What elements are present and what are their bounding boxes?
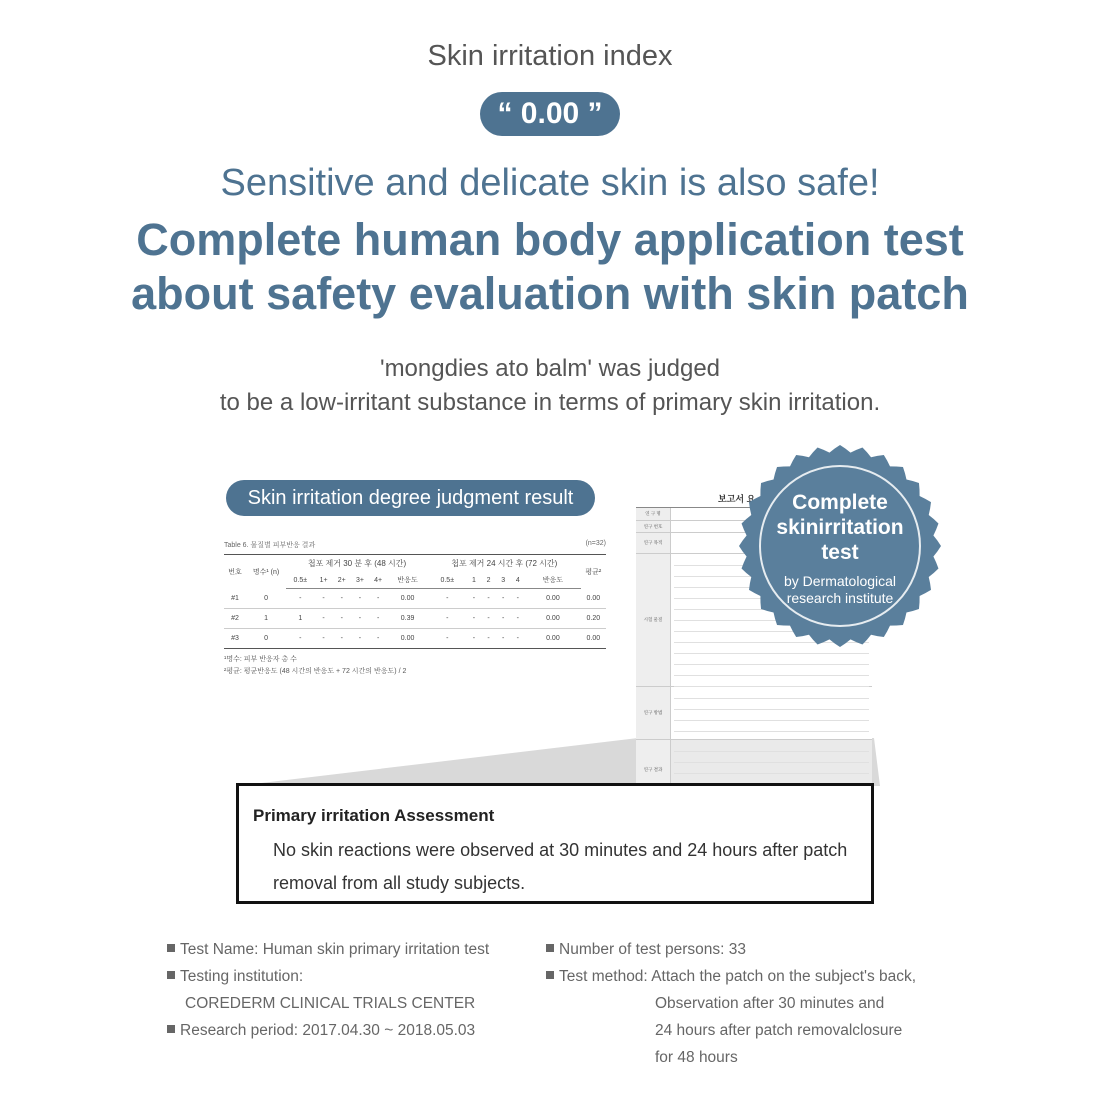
grade-header: 0.5± <box>286 572 314 589</box>
index-label: Skin irritation index <box>427 40 673 72</box>
info-text: Number of test persons: 33 <box>559 941 746 958</box>
grade-header: 2+ <box>333 572 351 589</box>
report-label: 연구 방법 <box>636 687 671 739</box>
table-cell: 0.20 <box>586 615 601 622</box>
intro-text <box>0 352 1100 420</box>
table-cell: - <box>487 615 490 622</box>
info-method-cont: for 48 hours <box>655 1049 738 1066</box>
intro-line-2: to be a low-irritant substance in terms of primary skin irritation. <box>219 389 881 416</box>
table-cell: 0.00 <box>400 595 415 602</box>
bullet-icon <box>167 971 175 979</box>
table-cell: - <box>487 635 490 642</box>
table-cell: - <box>472 595 476 602</box>
table-cell: - <box>446 615 449 622</box>
report-label: 연구 번호 <box>636 521 671 532</box>
seal-title-line: skinirritation <box>776 516 904 539</box>
table-cell: - <box>516 615 520 622</box>
col-mean-header: 평균² <box>585 568 602 576</box>
table-cell: - <box>516 635 520 642</box>
info-item-institution <box>167 963 537 990</box>
table-cell: 0.00 <box>546 635 560 642</box>
table-cell: - <box>446 635 449 642</box>
grade-header: 2 <box>481 572 496 589</box>
table-cell: - <box>502 615 505 622</box>
assessment-title: Primary irritation Assessment <box>253 806 495 825</box>
info-item-persons <box>546 936 966 963</box>
assessment-body <box>273 834 863 900</box>
table-row <box>224 609 606 629</box>
grade-header: 반응도 <box>387 572 428 589</box>
seal-title-line: test <box>821 541 859 564</box>
table-cell: - <box>472 615 476 622</box>
table-cell: 1 <box>298 615 303 622</box>
assessment-line: removal from all study subjects. <box>273 873 526 893</box>
bullet-icon <box>167 944 175 952</box>
col-persons-header: 명수¹ (n) <box>252 568 280 576</box>
table-cell: - <box>376 615 380 622</box>
info-item-test-name <box>167 936 537 963</box>
grade-header: 1 <box>467 572 482 589</box>
grade-header: 4+ <box>369 572 387 589</box>
seal-title <box>748 490 932 565</box>
headline <box>0 213 1100 321</box>
info-text: Test method: Attach the patch on the subject's back, <box>559 968 917 985</box>
grade-header: 4 <box>511 572 526 589</box>
table-notes <box>224 654 606 678</box>
info-text: Testing institution: <box>180 968 304 985</box>
table-cell: - <box>446 595 449 602</box>
bullet-icon <box>546 971 554 979</box>
info-item-period <box>167 1017 537 1044</box>
table-cell: #1 <box>231 594 239 602</box>
table-cell: - <box>358 595 362 602</box>
table-note: ¹명수: 피부 반응자 총 수 <box>224 656 297 663</box>
table-cell: - <box>472 635 476 642</box>
table-cell: - <box>340 635 343 642</box>
report-label: 시험 물질 <box>636 554 671 686</box>
table-cell: 0 <box>264 594 268 602</box>
table-cell: - <box>358 615 362 622</box>
report-title: 보고서 요 <box>718 494 756 504</box>
test-info-right <box>546 936 966 1071</box>
index-value-badge: “ 0.00 ” <box>480 92 620 136</box>
report-label: 연구 목적 <box>636 533 671 553</box>
table-cell: - <box>516 595 520 602</box>
info-item-method <box>546 963 966 990</box>
seal-title-line: Complete <box>792 491 888 514</box>
table-cell: 0.39 <box>400 615 415 622</box>
table-cell: - <box>322 595 325 602</box>
table-cell: - <box>358 635 362 642</box>
table-cell: - <box>322 635 325 642</box>
table-caption: Table 6. 물질별 피부반응 결과 <box>224 542 316 549</box>
table-row <box>224 629 606 649</box>
table-cell: #3 <box>231 635 239 642</box>
table-cell: - <box>322 615 325 622</box>
grade-header: 1+ <box>314 572 332 589</box>
table-cell: - <box>502 635 505 642</box>
table-cell: - <box>299 635 302 642</box>
group-24h-header: 첩포 제거 24 시간 후 (72 시간) <box>451 559 558 568</box>
info-text: Research period: 2017.04.30 ~ 2018.05.03 <box>180 1022 476 1039</box>
table-cell: #2 <box>231 615 239 622</box>
assessment-box <box>236 783 874 904</box>
table-cell: 1 <box>264 615 268 622</box>
grade-header: 3+ <box>351 572 369 589</box>
col-no-header: 번호 <box>228 568 242 576</box>
report-label: 연구 결과 <box>636 740 671 787</box>
table-cell: - <box>340 615 343 622</box>
table-note: ²평균: 평균반응도 (48 시간의 반응도 + 72 시간의 반응도) / 2 <box>224 668 407 675</box>
bullet-icon <box>167 1025 175 1033</box>
table-cell: 0.00 <box>546 615 560 622</box>
table-cell: - <box>340 595 343 602</box>
seal-subtitle <box>748 573 932 607</box>
grade-header: 반응도 <box>525 572 580 589</box>
info-method-cont: Observation after 30 minutes and <box>655 995 885 1012</box>
table-cell: - <box>502 595 505 602</box>
info-text: Test Name: Human skin primary irritation test <box>180 941 490 958</box>
grade-header: 3 <box>496 572 511 589</box>
result-label-badge: Skin irritation degree judgment result <box>226 480 595 516</box>
table-cell: 0.00 <box>586 594 601 602</box>
table-cell: 0.00 <box>586 635 601 642</box>
grade-header: 0.5± <box>428 572 467 589</box>
intro-line-1: 'mongdies ato balm' was judged <box>379 355 721 382</box>
subtitle: Sensitive and delicate skin is also safe! <box>220 162 880 204</box>
table-row <box>224 589 606 609</box>
table-cell: 0.00 <box>400 635 415 642</box>
headline-line-1: Complete human body application test <box>136 214 964 265</box>
table-cell: - <box>487 595 490 602</box>
seal-text <box>748 490 932 607</box>
group-30min-header: 첩포 제거 30 분 후 (48 시간) <box>307 559 407 568</box>
table-n-label: (n=32) <box>585 540 606 547</box>
assessment-line: No skin reactions were observed at 30 minutes and 24 hours after patch <box>273 840 848 860</box>
seal-sub-line: research institute <box>786 590 894 606</box>
table-cell: 0 <box>264 635 268 642</box>
table-cell: 0.00 <box>546 595 560 602</box>
table-cell: - <box>376 595 380 602</box>
irritation-result-table <box>224 554 606 649</box>
bullet-icon <box>546 944 554 952</box>
info-institution-name: COREDERM CLINICAL TRIALS CENTER <box>185 995 476 1012</box>
seal-sub-line: by Dermatological <box>783 573 897 589</box>
headline-line-2: about safety evaluation with skin patch <box>131 268 969 319</box>
table-cell: - <box>299 595 302 602</box>
info-method-cont: 24 hours after patch removalclosure <box>655 1022 903 1039</box>
report-label: 연 구 명 <box>636 508 671 520</box>
test-info-left <box>167 936 537 1044</box>
table-cell: - <box>376 635 380 642</box>
irritation-table-area <box>224 540 606 678</box>
